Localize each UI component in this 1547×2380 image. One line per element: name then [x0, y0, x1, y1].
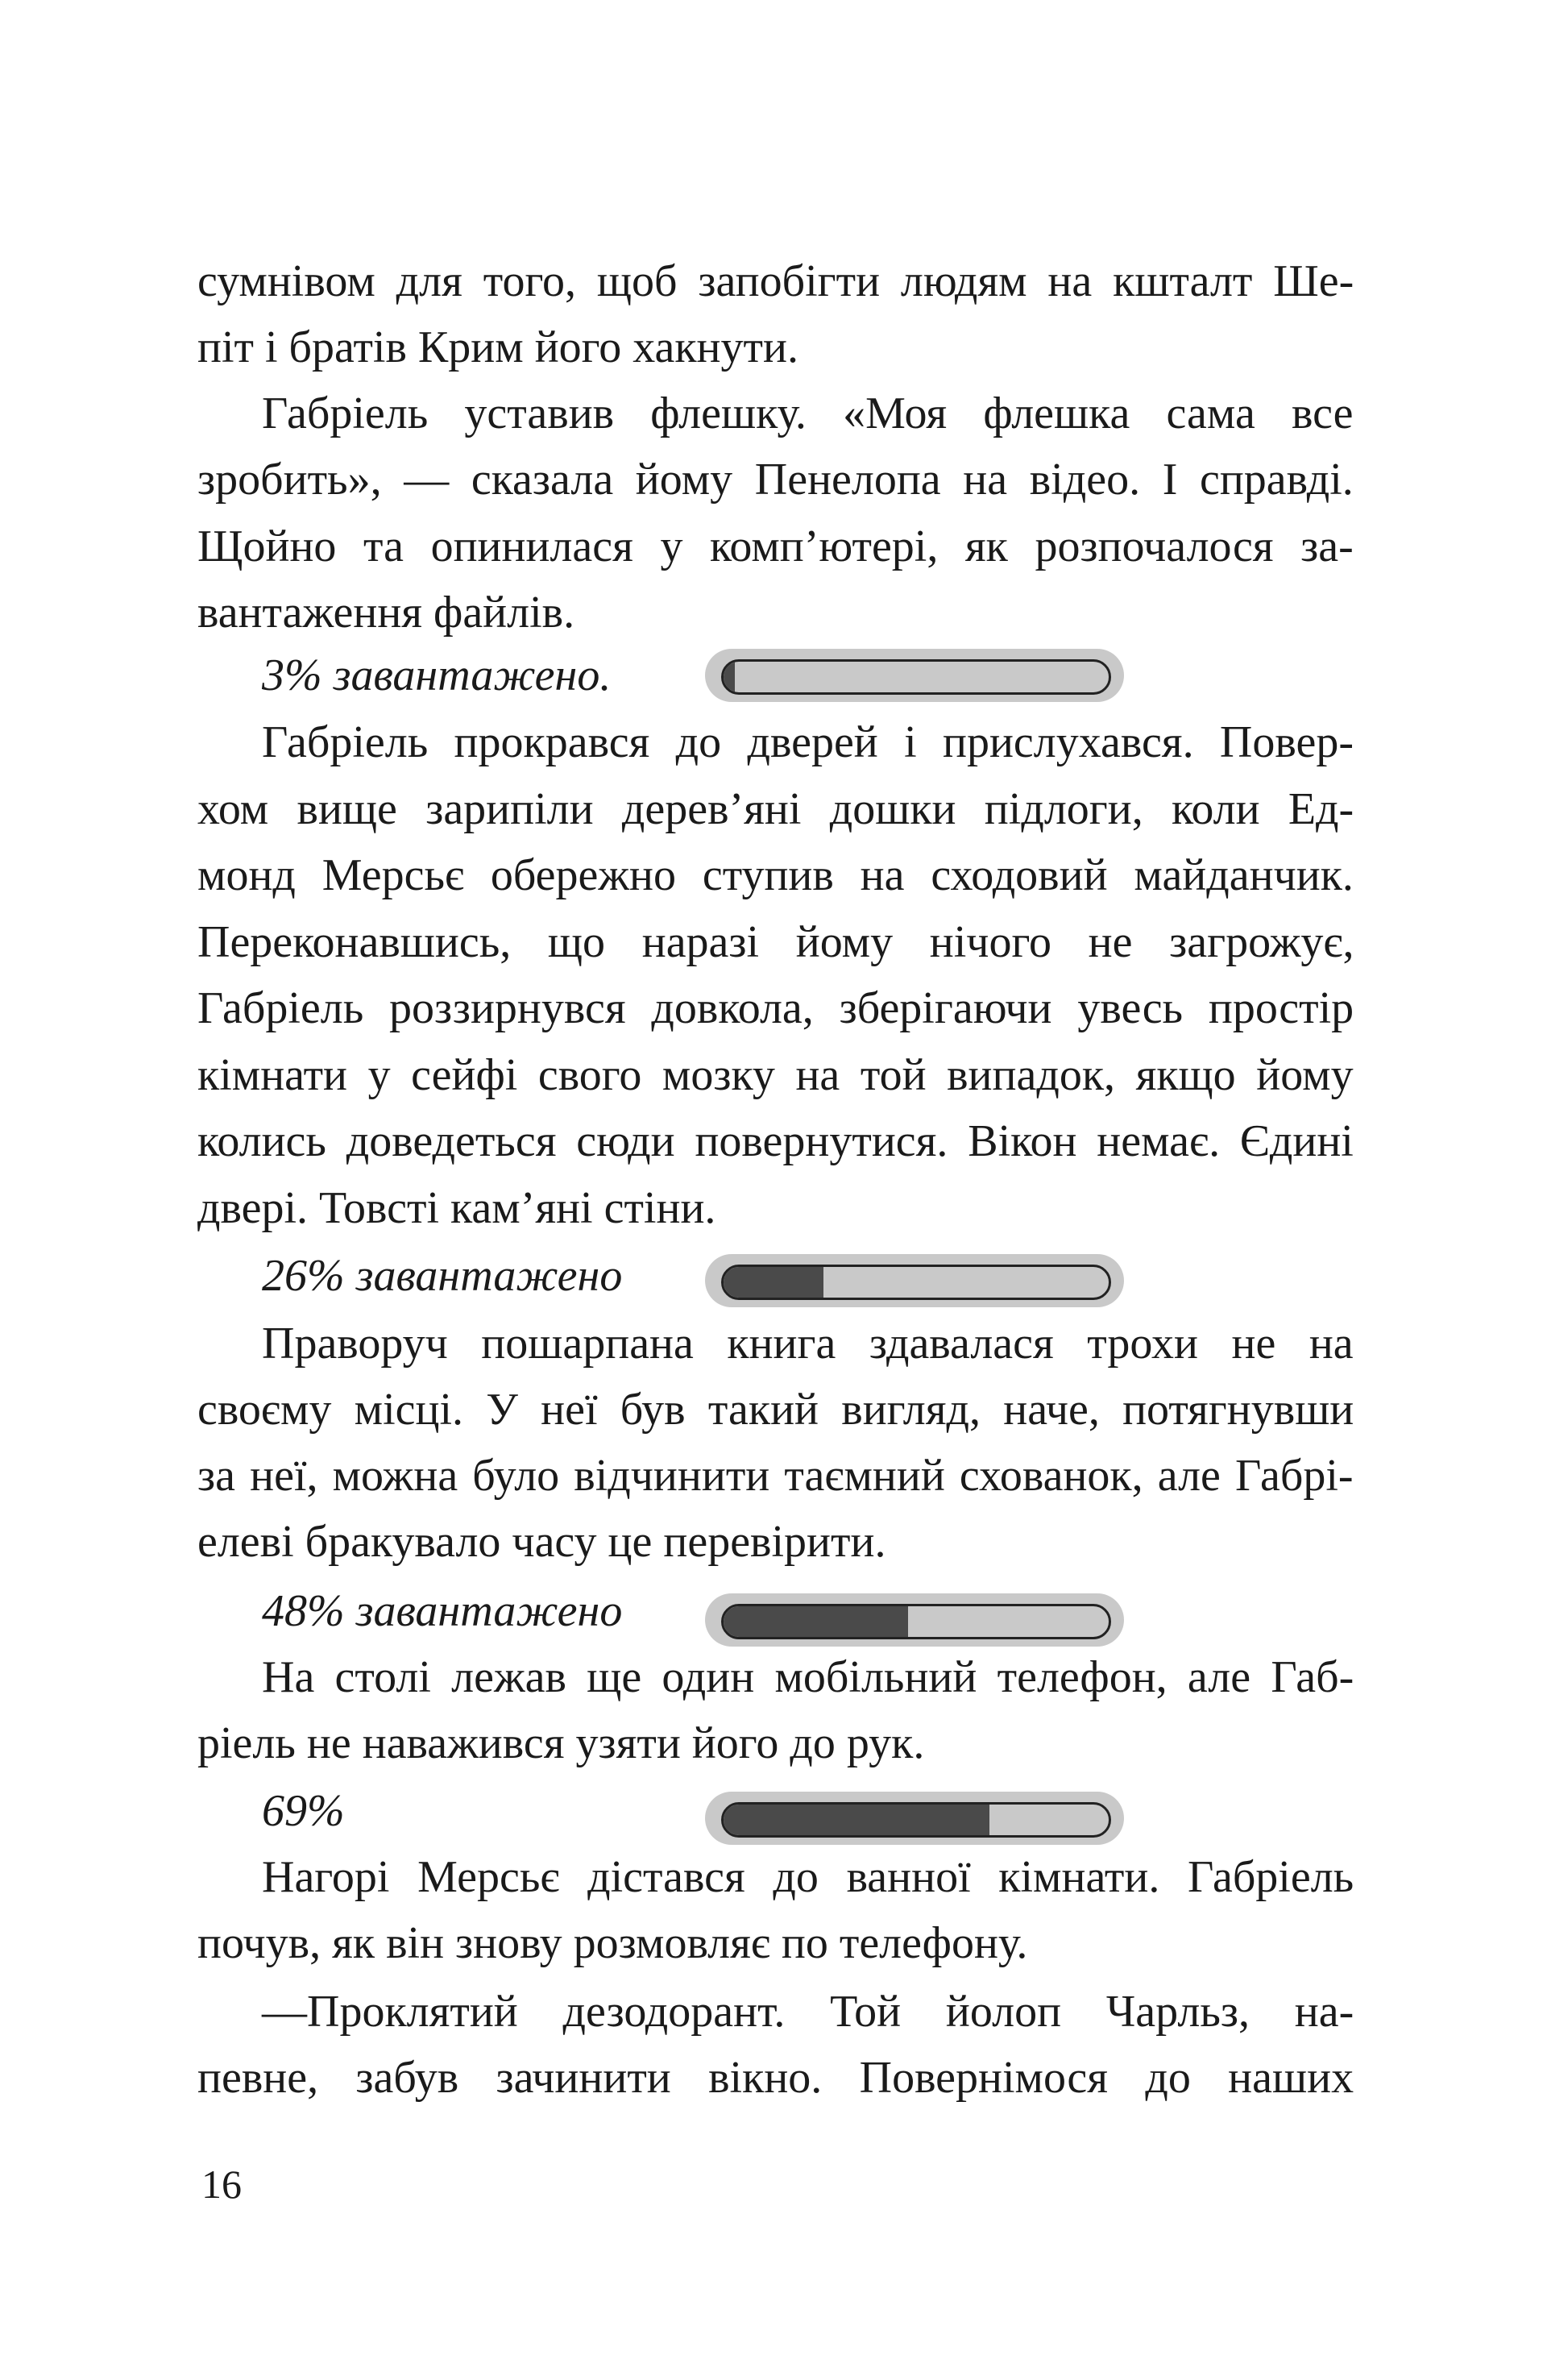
- progress-bar: [705, 1593, 1124, 1647]
- progress-track: [721, 1265, 1111, 1300]
- text-line-content: колись доведеться сюди повернутися. Вікон немає. Єдині: [197, 1116, 1354, 1166]
- page-number: 16: [201, 2162, 242, 2207]
- text-line: [197, 1710, 1354, 1776]
- text-line-content: елеві бракувало часу це перевірити.: [197, 1517, 886, 1567]
- progress-bar: [705, 1254, 1124, 1307]
- text-line-content: Праворуч пошарпана книга здавалася трохи не на: [262, 1319, 1354, 1369]
- text-line-content: сумнівом для того, щоб запобігти людям на кшталт Ше-: [197, 256, 1354, 306]
- text-line: [262, 1844, 1354, 1910]
- text-line: [197, 447, 1354, 513]
- text-line: [197, 909, 1354, 975]
- text-line: [197, 2045, 1354, 2111]
- text-line-content: —Проклятий дезодорант. Той йолоп Чарльз, на-: [262, 1987, 1354, 2037]
- text-line-content: ріель не наважився узяти його до рук.: [197, 1718, 925, 1768]
- text-line-content: двері. Товсті кам’яні стіни.: [197, 1183, 716, 1233]
- progress-label: 3% завантажено.: [262, 650, 612, 700]
- progress-track: [721, 1604, 1111, 1639]
- progress-bar: [705, 1792, 1124, 1845]
- text-line-content: На столі лежав ще один мобільний телефон, але Габ-: [262, 1652, 1354, 1702]
- text-line: [262, 709, 1354, 775]
- text-line-content: монд Мерсьє обережно ступив на сходовий майданчик.: [197, 850, 1354, 900]
- text-line: [197, 1042, 1354, 1108]
- progress-fill: [724, 1606, 908, 1637]
- text-line: [197, 248, 1354, 314]
- text-line: [197, 513, 1354, 579]
- text-line: [197, 1443, 1354, 1509]
- progress-track: [721, 659, 1111, 695]
- text-line: [197, 842, 1354, 908]
- text-line: [197, 975, 1354, 1041]
- progress-track: [721, 1802, 1111, 1838]
- text-line-content: Габріель роззирнувся довкола, зберігаючи увесь простір: [197, 983, 1354, 1033]
- text-line: [197, 314, 1354, 380]
- text-line-content: зробить», — сказала йому Пенелопа на відео. І справді.: [197, 455, 1354, 505]
- text-line: [262, 1979, 1354, 2045]
- progress-label: 69%: [262, 1786, 345, 1836]
- text-line: [197, 1175, 1354, 1241]
- text-line-content: певне, забув зачинити вікно. Повернімося до наших: [197, 2053, 1354, 2103]
- progress-label: 26% завантажено: [262, 1251, 623, 1301]
- text-line: [197, 579, 1354, 646]
- progress-label: 48% завантажено: [262, 1586, 623, 1636]
- text-line-content: піт і братів Крим його хакнути.: [197, 322, 798, 372]
- text-line-content: кімнати у сейфі свого мозку на той випадок, якщо йому: [197, 1050, 1354, 1100]
- text-line-content: своєму місці. У неї був такий вигляд, наче, потягнувши: [197, 1385, 1354, 1435]
- text-line: [197, 1377, 1354, 1443]
- text-line: [197, 1910, 1354, 1976]
- progress-bar: [705, 649, 1124, 702]
- text-line: [197, 1509, 1354, 1575]
- text-line-content: Нагорі Мерсьє дістався до ванної кімнати. Габріель: [262, 1852, 1354, 1902]
- text-line: [197, 1108, 1354, 1174]
- text-line: [262, 380, 1354, 447]
- progress-fill: [724, 662, 735, 692]
- text-line: [262, 1644, 1354, 1710]
- progress-fill: [724, 1805, 989, 1835]
- text-line-content: вантаження файлів.: [197, 588, 575, 638]
- text-line-content: хом вище зарипіли дерев’яні дошки підлоги, коли Ед-: [197, 784, 1354, 834]
- progress-fill: [724, 1267, 823, 1298]
- text-line-content: Габріель прокрався до дверей і прислухався. Повер-: [262, 717, 1354, 767]
- text-line-content: Габріель уставив флешку. «Моя флешка сама все: [262, 388, 1354, 438]
- text-line-content: Щойно та опинилася у комп’ютері, як розпочалося за-: [197, 521, 1354, 571]
- text-line-content: Переконавшись, що наразі йому нічого не загрожує,: [197, 917, 1354, 967]
- text-line-content: за неї, можна було відчинити таємний схованок, але Габрі-: [197, 1451, 1354, 1501]
- text-line: [262, 1310, 1354, 1377]
- text-line-content: почув, як він знову розмовляє по телефону.: [197, 1918, 1028, 1968]
- text-line: [197, 776, 1354, 842]
